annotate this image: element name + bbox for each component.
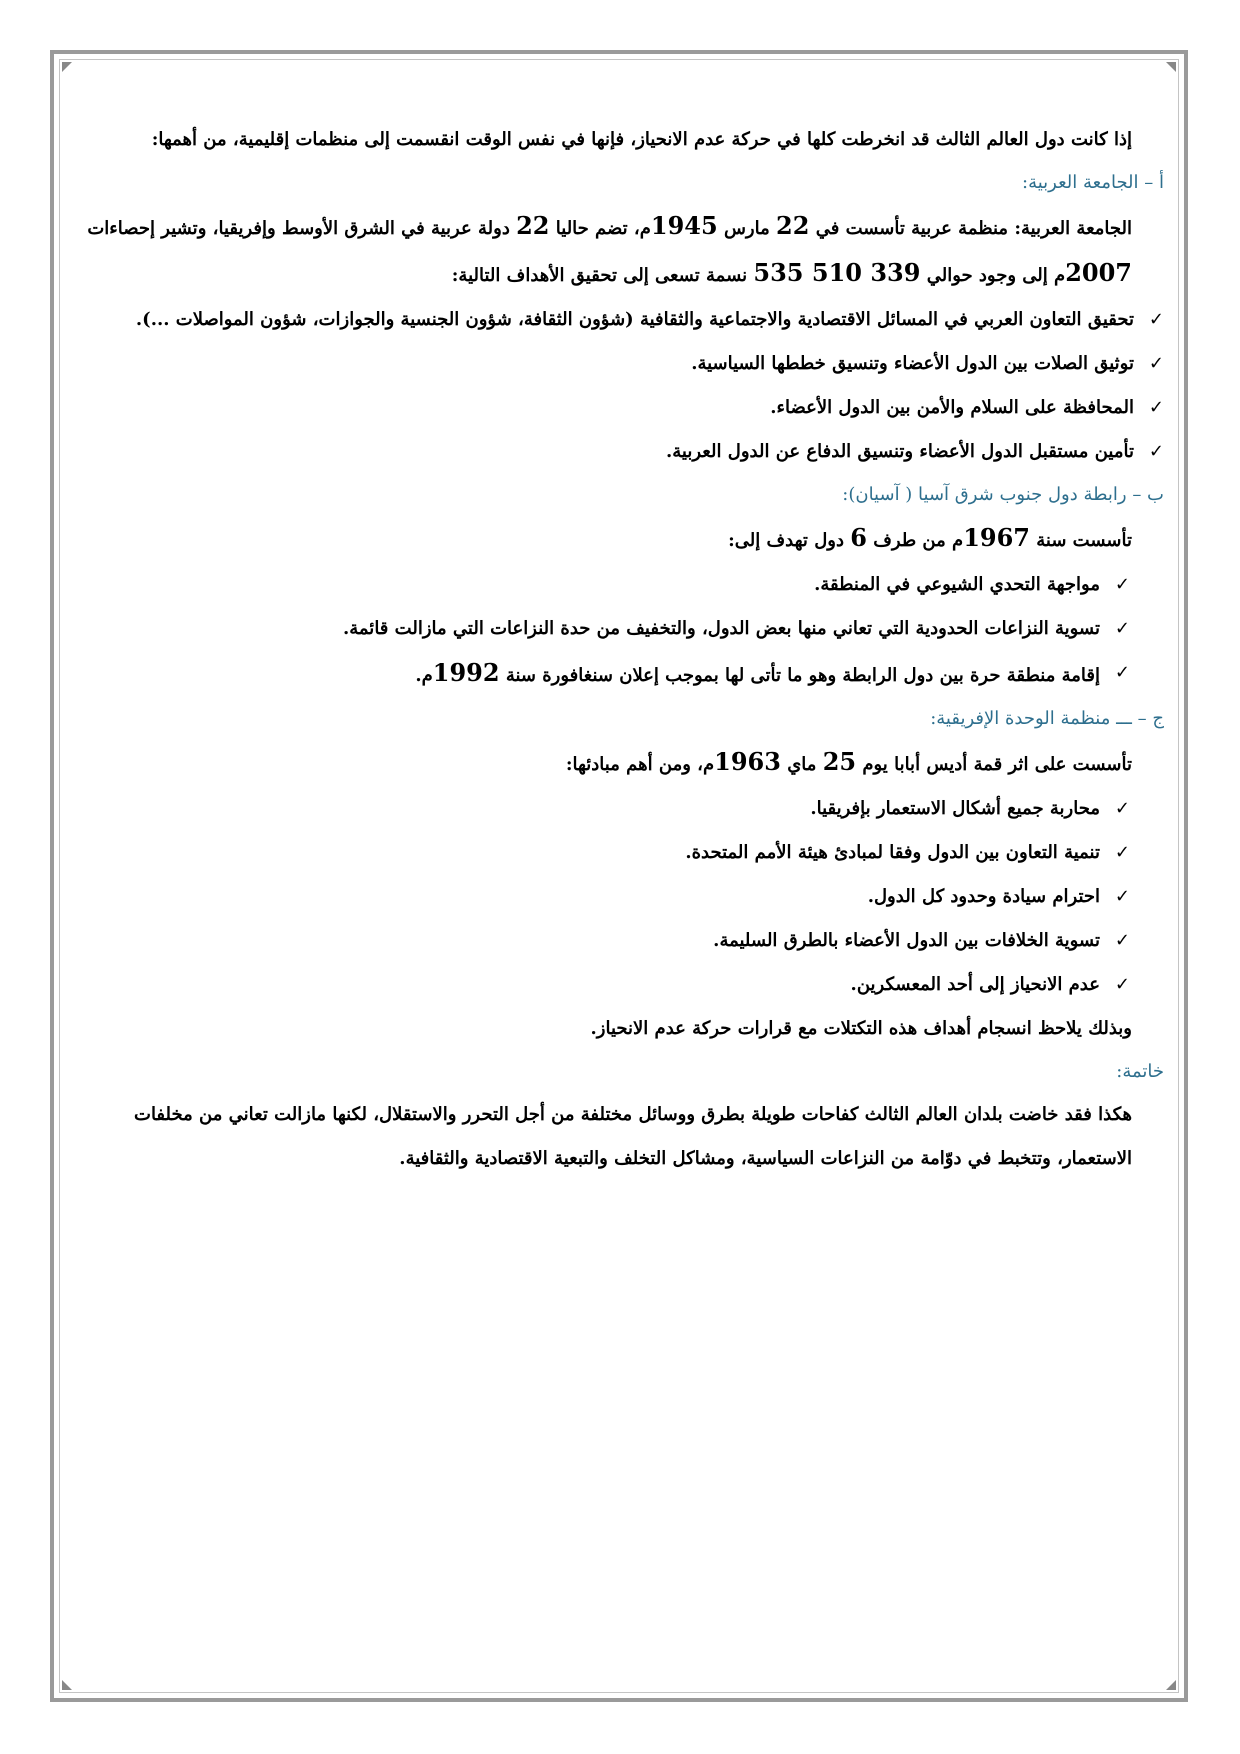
list-item-text: تحقيق التعاون العربي في المسائل الاقتصادية والاجتماعية والثقافية (شؤون الثقافة، شؤون الجنسية والجوازات، شؤون المواصلات ...). — [135, 309, 1134, 330]
border-corner-bottom-left — [62, 1680, 72, 1690]
founding-day: 25 — [822, 747, 857, 776]
stat-year: 2007 — [1065, 258, 1132, 287]
check-icon: ✓ — [1114, 930, 1130, 951]
section-a-goals-list — [72, 298, 1164, 474]
list-item-text: إقامة منطقة حرة بين دول الرابطة وهو ما تأتى لها بموجب إعلان سنغافورة سنة — [499, 665, 1100, 686]
section-b-heading: ب – رابطة دول جنوب شرق آسيا ( آسيان): — [842, 484, 1164, 505]
check-icon: ✓ — [1114, 842, 1130, 863]
check-icon: ✓ — [1114, 798, 1130, 819]
text-fragment: مارس — [717, 218, 777, 239]
check-icon: ✓ — [1148, 397, 1164, 418]
text-fragment: م من طرف — [866, 530, 964, 551]
section-b-paragraph — [72, 516, 1164, 563]
check-icon: ✓ — [1148, 441, 1164, 462]
list-item — [72, 298, 1164, 342]
text-fragment: م إلى وجود حوالي — [920, 265, 1066, 286]
founding-year: 1963 — [714, 747, 781, 776]
population-figure: 339 510 535 — [753, 258, 921, 287]
list-item — [72, 919, 1130, 963]
founding-day: 22 — [776, 211, 810, 240]
member-count: 6 — [850, 523, 867, 552]
founding-year: 1967 — [963, 523, 1030, 552]
text-fragment: تأسست على اثر قمة أديس أبابا يوم — [856, 754, 1132, 775]
conclusion-heading: خاتمة: — [1116, 1061, 1164, 1082]
border-corner-top-right — [1166, 62, 1176, 72]
list-item-text: تسوية الخلافات بين الدول الأعضاء بالطرق السليمة. — [713, 930, 1100, 951]
section-c-closing: وبذلك يلاحظ انسجام أهداف هذه التكتلات مع قرارات حركة عدم الانحياز. — [590, 1018, 1132, 1039]
intro-paragraph: إذا كانت دول العالم الثالث قد انخرطت كلها في حركة عدم الانحياز، فإنها في نفس الوقت انقسمت إلى منظمات إقليمية، من أهمها: — [151, 129, 1132, 150]
member-count: 22 — [516, 211, 550, 240]
list-item — [72, 342, 1164, 386]
text-fragment: نسمة تسعى إلى تحقيق الأهداف التالية: — [451, 265, 754, 286]
list-item-text: المحافظة على السلام والأمن بين الدول الأعضاء. — [770, 397, 1134, 418]
border-corner-bottom-right — [1166, 1680, 1176, 1690]
list-item-text: محاربة جميع أشكال الاستعمار بإفريقيا. — [810, 798, 1100, 819]
check-icon: ✓ — [1114, 662, 1130, 683]
text-fragment: تأسست سنة — [1029, 530, 1132, 551]
conclusion-paragraph: هكذا فقد خاضت بلدان العالم الثالث كفاحات طويلة بطرق ووسائل مختلفة من أجل التحرر والاستقلال، لكنها مازالت تعاني من مخلفات الاستعمار، وتتخبط في دوّامة من النزاعات السياسية، ومشاكل التخلف والتبعية الاقتصادية والثقافية. — [134, 1104, 1132, 1169]
section-a-heading: أ – الجامعة العربية: — [1022, 172, 1164, 193]
check-icon: ✓ — [1114, 618, 1130, 639]
declaration-year: 1992 — [432, 658, 500, 687]
text-fragment: ماي — [780, 754, 823, 775]
list-item — [72, 831, 1130, 875]
text-fragment: م، ومن أهم مبادئها: — [565, 754, 715, 775]
section-c-paragraph — [72, 740, 1164, 787]
list-item — [72, 563, 1130, 607]
list-item-text: مواجهة التحدي الشيوعي في المنطقة. — [814, 574, 1100, 595]
text-fragment: الجامعة العربية: منظمة عربية تأسست في — [809, 218, 1132, 239]
founding-year: 1945 — [650, 211, 718, 240]
list-item-text: تأمين مستقبل الدول الأعضاء وتنسيق الدفاع عن الدول العربية. — [666, 441, 1134, 462]
section-a-paragraph — [72, 204, 1164, 298]
section-c-heading: ج – ـــ منظمة الوحدة الإفريقية: — [930, 708, 1164, 729]
list-item-text: احترام سيادة وحدود كل الدول. — [867, 886, 1100, 907]
list-item — [72, 875, 1130, 919]
document-body — [72, 118, 1164, 1181]
text-fragment: دولة عربية في الشرق الأوسط وإفريقيا، وتشير إحصاءات — [87, 218, 517, 239]
check-icon: ✓ — [1148, 353, 1164, 374]
list-item — [72, 607, 1130, 651]
list-item-text: تنمية التعاون بين الدول وفقا لمبادئ هيئة الأمم المتحدة. — [685, 842, 1100, 863]
list-item-text: عدم الانحياز إلى أحد المعسكرين. — [850, 974, 1100, 995]
list-item — [72, 386, 1164, 430]
list-item-text: توثيق الصلات بين الدول الأعضاء وتنسيق خططها السياسية. — [691, 353, 1134, 374]
list-item-text: تسوية النزاعات الحدودية التي تعاني منها بعض الدول، والتخفيف من حدة النزاعات التي مازالت قائمة. — [342, 618, 1100, 639]
text-fragment: م. — [415, 665, 433, 686]
section-b-goals-list — [72, 563, 1164, 698]
check-icon: ✓ — [1114, 886, 1130, 907]
check-icon: ✓ — [1148, 309, 1164, 330]
list-item — [72, 963, 1130, 1007]
check-icon: ✓ — [1114, 574, 1130, 595]
border-corner-top-left — [62, 62, 72, 72]
check-icon: ✓ — [1114, 974, 1130, 995]
text-fragment: م، تضم حاليا — [549, 218, 651, 239]
list-item — [72, 787, 1130, 831]
text-fragment: دول تهدف إلى: — [728, 530, 851, 551]
list-item — [72, 430, 1164, 474]
list-item — [72, 651, 1130, 698]
section-c-principles-list — [72, 787, 1164, 1007]
